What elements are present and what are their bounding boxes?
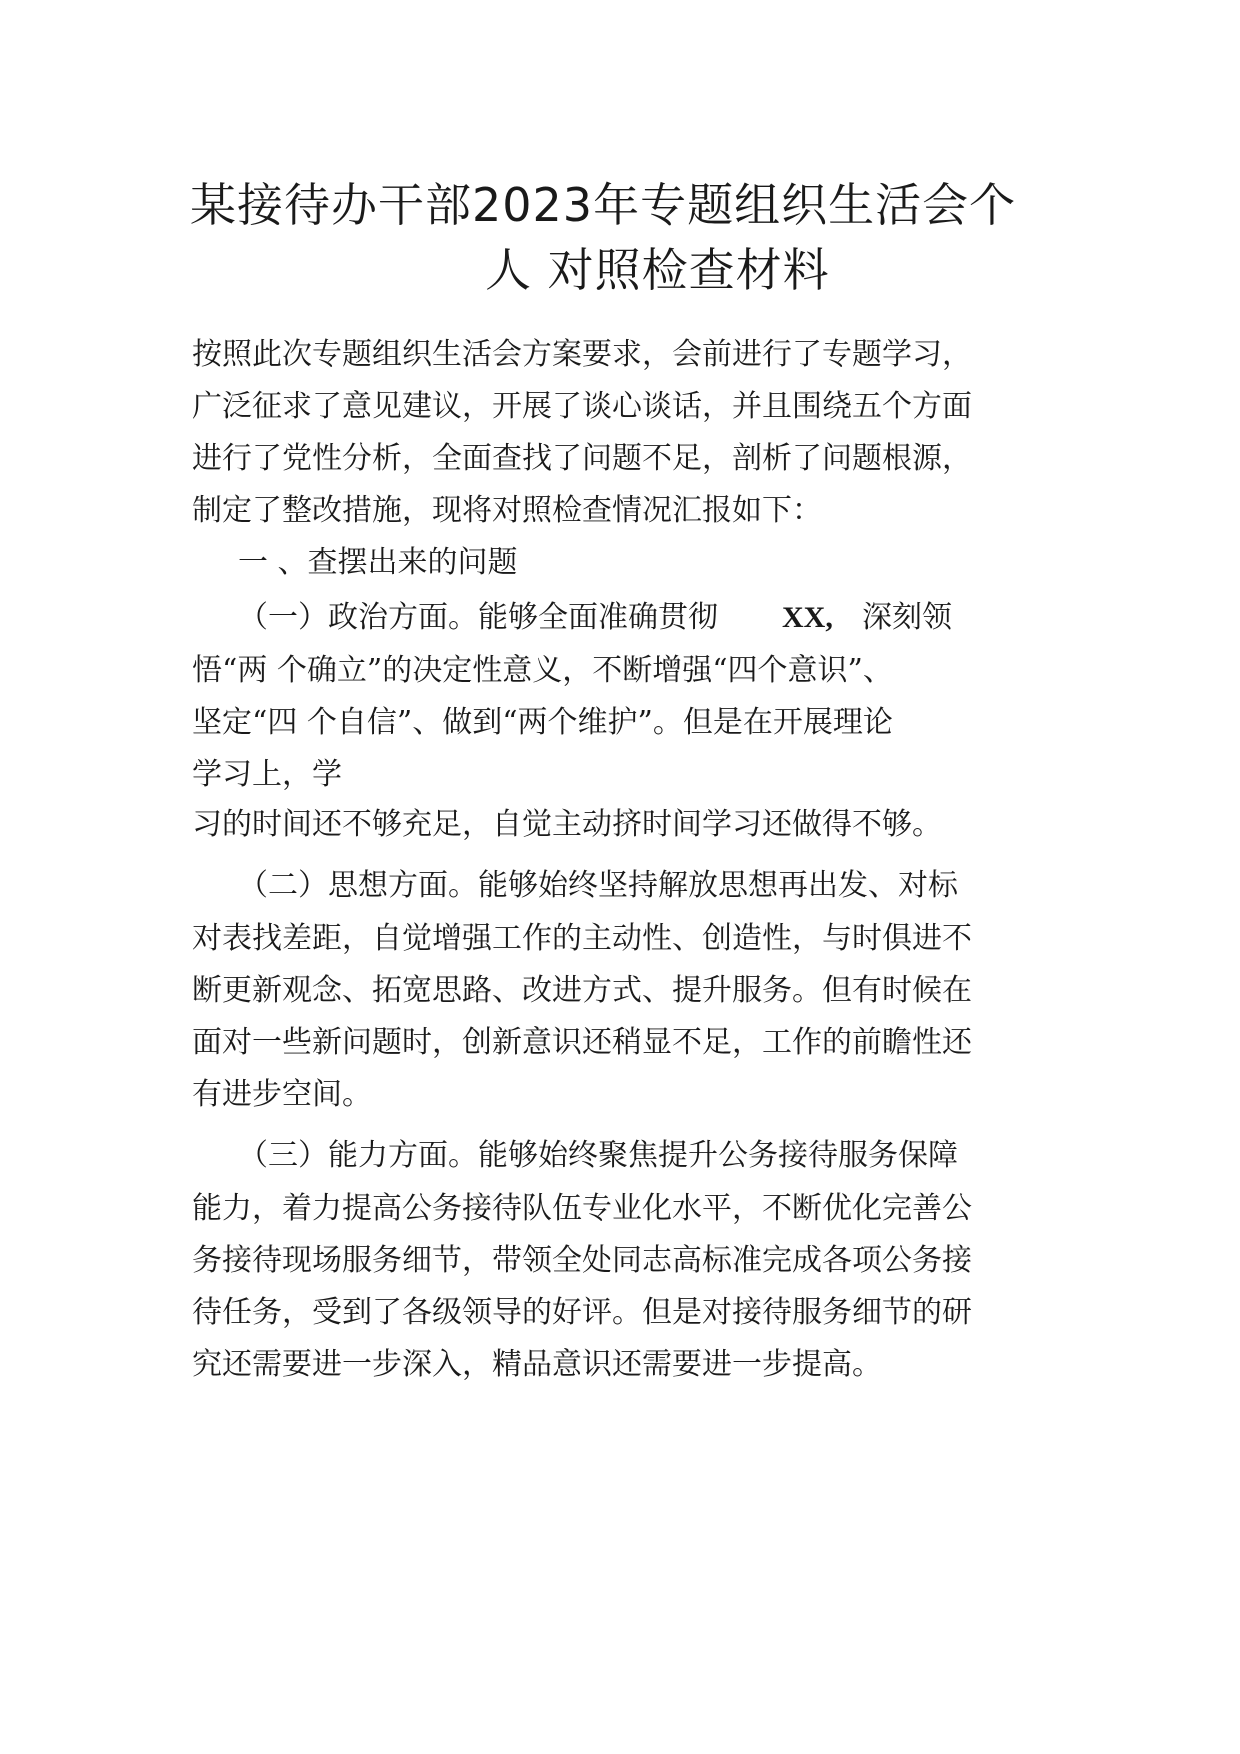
- paragraph-line: 有进步空间。: [192, 1077, 372, 1112]
- paragraph-line: 悟“两 个确立”的决定性意义，不断增强“四个意识”、: [192, 653, 893, 688]
- paragraph-line: 制定了整改措施，现将对照检查情况汇报如下：: [192, 493, 822, 528]
- paragraph-line: 学习上，学: [192, 757, 342, 792]
- document-title-line-2: 人 对照检查材料: [485, 243, 830, 297]
- paragraph-line: 究还需要进一步深入，精品意识还需要进一步提高。: [192, 1347, 882, 1382]
- paragraph-line: 深刻领: [862, 600, 952, 635]
- paragraph-line: 按照此次专题组织生活会方案要求，会前进行了专题学习，: [192, 337, 972, 372]
- paragraph-line: （二）思想方面。能够始终坚持解放思想再出发、对标: [238, 868, 958, 903]
- paragraph-line: 务接待现场服务细节，带领全处同志高标准完成各项公务接: [192, 1243, 972, 1278]
- paragraph-line: 进行了党性分析，全面查找了问题不足，剖析了问题根源，: [192, 441, 972, 476]
- paragraph-line: 待任务，受到了各级领导的好评。但是对接待服务细节的研: [192, 1295, 972, 1330]
- paragraph-line: （三）能力方面。能够始终聚焦提升公务接待服务保障: [238, 1138, 958, 1173]
- paragraph-line: 习的时间还不够充足，自觉主动挤时间学习还做得不够。: [192, 807, 942, 842]
- paragraph-line: 对表找差距，自觉增强工作的主动性、创造性，与时俱进不: [192, 921, 972, 956]
- paragraph-line: 断更新观念、拓宽思路、改进方式、提升服务。但有时候在: [192, 973, 972, 1008]
- document-title-line-1: 某接待办干部2023年专题组织生活会个: [190, 178, 1017, 232]
- section-heading: 一 、查摆出来的问题: [238, 545, 518, 580]
- emphasis-text: XX,: [782, 601, 833, 634]
- paragraph-line: 面对一些新问题时，创新意识还稍显不足，工作的前瞻性还: [192, 1025, 972, 1060]
- paragraph-line: 广泛征求了意见建议，开展了谈心谈话，并且围绕五个方面: [192, 389, 972, 424]
- paragraph-line: （一）政治方面。能够全面准确贯彻: [238, 600, 718, 635]
- paragraph-line: 坚定“四 个自信”、做到“两个维护”。但是在开展理论: [192, 705, 893, 740]
- paragraph-line: 能力，着力提高公务接待队伍专业化水平，不断优化完善公: [192, 1191, 972, 1226]
